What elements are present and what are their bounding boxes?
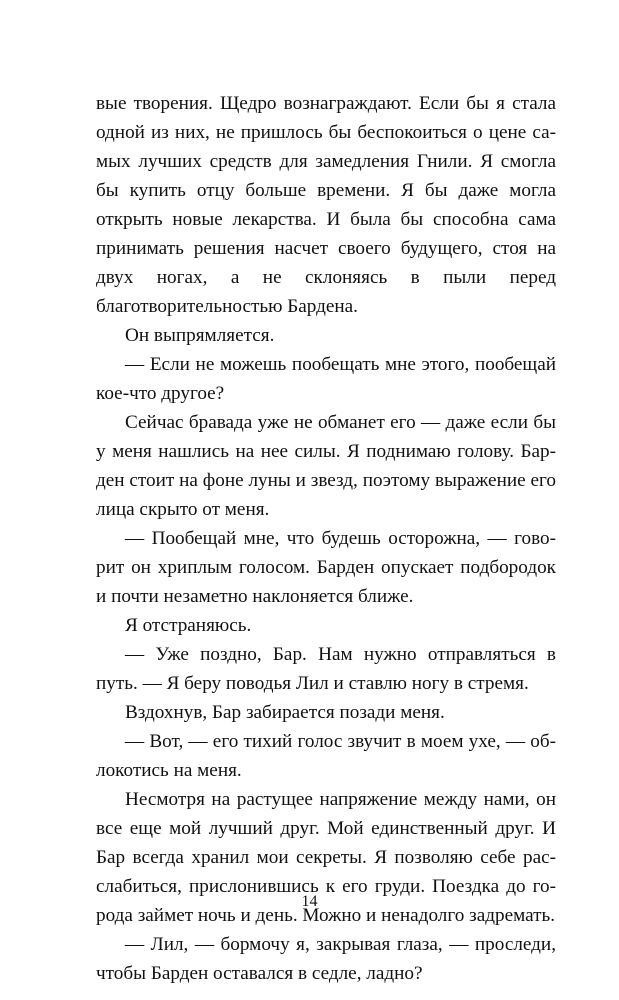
body-text: [96, 89, 556, 988]
paragraph-7: — Уже поздно, Бар. Нам нужно отправляться в путь. — Я беру поводья Лил и ставлю ногу в стремя.: [96, 644, 556, 694]
paragraph-6: Я отстраняюсь.: [125, 615, 252, 636]
paragraph-5: — Пообещай мне, что будешь осторожна, — говорит он хриплым голосом. Барден опускает подбородок и почти незаметно наклоняется ближе.: [96, 528, 556, 607]
paragraph-1: вые творения. Щедро вознаграждают. Если бы я стала одной из них, не пришлось бы беспокоиться о цене самых лучших средств для замедления Гнили. Я смогла бы купить отцу больше времени. Я бы даже могла открыть новые лекарства. И была бы способна сама принимать решения насчет своего будущего, стоя на двух ногах, а не склоняясь в пыли перед благотворительностью Бардена.: [96, 93, 556, 317]
paragraph-3: — Если не можешь пообещать мне этого, пообещай кое-что другое?: [96, 354, 556, 404]
page-number: 14: [301, 893, 318, 910]
paragraph-4: Сейчас бравада уже не обманет его — даже если бы у меня нашлись на нее силы. Я поднимаю голову. Барден стоит на фоне луны и звезд, поэтому выражение его лица скрыто от меня.: [96, 412, 556, 520]
paragraph-9: — Вот, — его тихий голос звучит в моем ухе, — облокотись на меня.: [96, 731, 556, 781]
paragraph-8: Вздохнув, Бар забирается позади меня.: [125, 702, 445, 723]
paragraph-10: Несмотря на растущее напряжение между нами, он все еще мой лучший друг. Мой единственный друг. И Бар всегда хранил мои секреты. Я позволяю себе расслабиться, прислонившись к его груди. Поездка до города займет ночь и день. Можно и ненадолго задремать.: [96, 789, 556, 926]
paragraph-11: — Лил, — бормочу я, закрывая глаза, — проследи, чтобы Барден оставался в седле, ладно?: [96, 934, 556, 984]
paragraph-2: Он выпрямляется.: [125, 325, 275, 346]
